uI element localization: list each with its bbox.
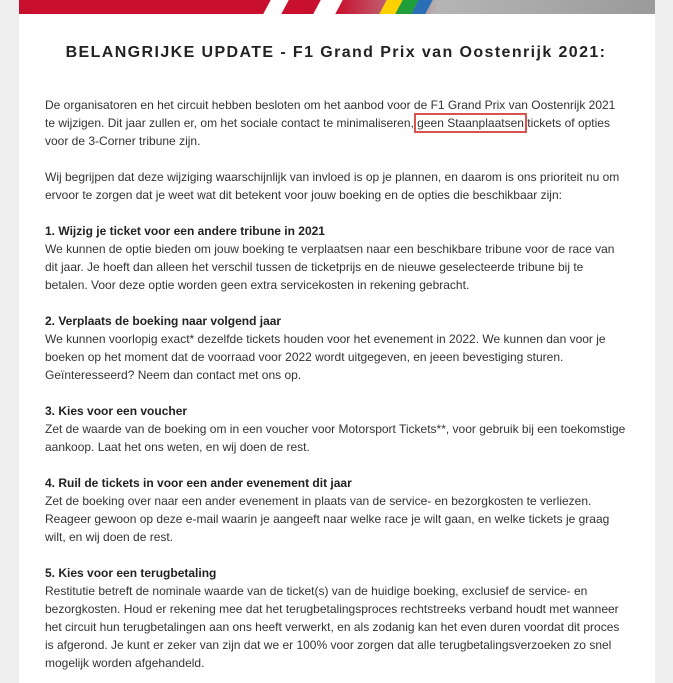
option-section [45,222,627,294]
page-title: BELANGRIJKE UPDATE - F1 Grand Prix van Oostenrijk 2021: [65,44,607,61]
highlighted-text: geen Staanplaatsen [417,116,524,130]
banner-stripe [313,0,342,14]
option-title: 1. Wijzig je ticket voor een andere tribune in 2021 [45,224,325,238]
option-body: Restitutie betreft de nominale waarde van de ticket(s) van de huidige boeking, exclusief de service- en bezorgkosten. Houd er rekening mee dat het terugbetalingsproces rechtstreeks verband houdt met wanneer het circuit hun terugbetalingen aan ons heeft verwerkt, en als zodanig kan het even duren voordat dit proces is afgerond. Je kunt er zeker van zijn dat we er 100% voor zorgen dat alle terugbetalingsverzoeken zo snel mogelijk worden afgehandeld. [45,584,620,670]
option-title: 5. Kies voor een terugbetaling [45,566,217,580]
option-section [45,564,627,672]
option-section [45,402,627,456]
option-title: 2. Verplaats de boeking naar volgend jaar [45,314,282,328]
option-title: 4. Ruil de tickets in voor een ander evenement dit jaar [45,476,352,490]
option-body: Zet de waarde van de boeking om in een voucher voor Motorsport Tickets**, voor gebruik bij een toekomstige aankoop. Laat het ons weten, en wij doen de rest. [45,422,626,454]
header-banner [19,0,655,14]
intro-paragraph [45,96,627,150]
option-section [45,312,627,384]
option-body: We kunnen voorlopig exact* dezelfde tickets houden voor het evenement in 2022. We kunnen dan voor je boeken op het moment dat de voorraad voor 2022 wordt uitgegeven, en jeeen bevestiging sturen. Geïnteresseerd? Neem dan contact met ons op. [45,332,606,382]
intro-text: De organisatoren en het circuit hebben besloten om het aanbod voor de F1 Grand Prix van Oostenrijk 2021 te wijzigen. Dit jaar zullen er, om het sociale contact te minimaliseren, [45,98,616,130]
option-title: 3. Kies voor een voucher [45,404,188,418]
email-content [19,14,655,683]
intro-text-end: tickets of opties voor de 3-Corner tribune zijn. [45,116,610,148]
banner-stripe [263,0,288,14]
option-body: We kunnen de optie bieden om jouw boeking te verplaatsen naar een beschikbare tribune voor de race van dit jaar. Je hoeft dan alleen het verschil tussen de ticketprijs en de nieuwe geselecteerde tribune bij te betalen. Voor deze optie worden geen extra servicekosten in rekening gebracht. [45,242,615,292]
option-section [45,474,627,546]
options-intro-paragraph: Wij begrijpen dat deze wijziging waarschijnlijk van invloed is op je plannen, en daarom is ons prioriteit nu om ervoor te zorgen dat je weet wat dit betekent voor jouw boeking en de opties die beschikbaar zijn: [45,170,620,202]
option-body: Zet de boeking over naar een ander evenement in plaats van de service- en bezorgkosten te verliezen. Reageer gewoon op deze e-mail waarin je aangeeft naar welke race je wilt gaan, en welke tickets je graag wilt, en wij doen de rest. [45,494,610,544]
